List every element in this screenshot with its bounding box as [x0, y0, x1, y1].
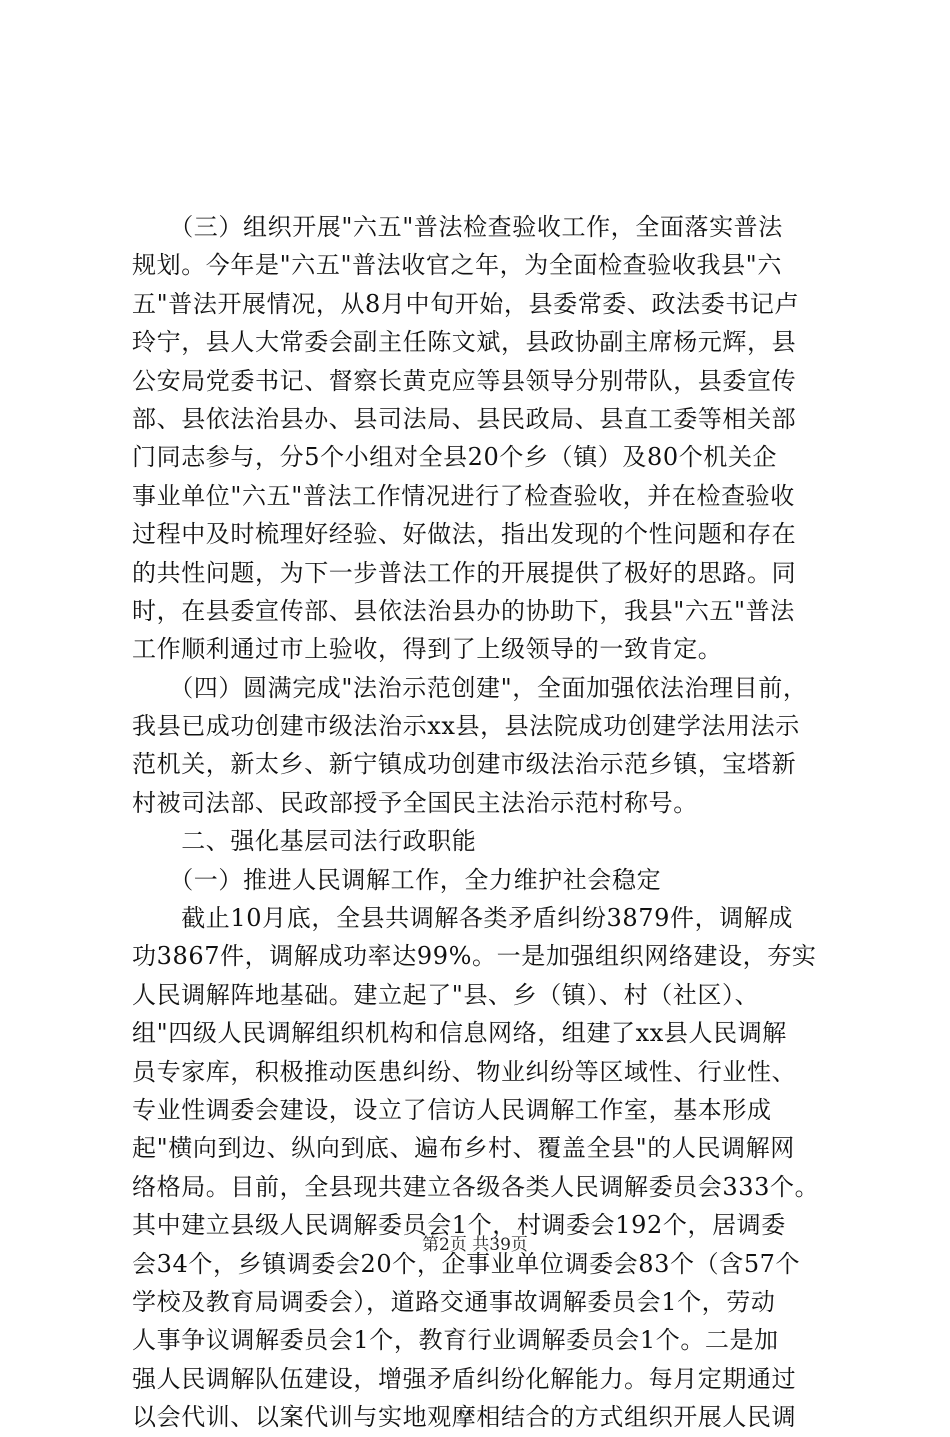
text-line: 起"横向到边、纵向到底、遍布乡村、覆盖全县"的人民调解网	[132, 1134, 795, 1163]
text-line: 截止10月底，全县共调解各类矛盾纠纷3879件，调解成	[132, 904, 794, 933]
text-line: 学校及教育局调委会），道路交通事故调解委员会1个，劳动	[132, 1287, 776, 1316]
text-line: 人民调解阵地基础。建立起了"县、乡（镇）、村（社区）、	[132, 980, 760, 1009]
text-line: 我县已成功创建市级法治示xx县，县法院成功创建学法用法示	[132, 712, 800, 741]
text-line: 强人民调解队伍建设，增强矛盾纠纷化解能力。每月定期通过	[132, 1364, 797, 1393]
text-line: 络格局。目前，全县现共建立各级各类人民调解委员会333个。	[132, 1172, 820, 1201]
text-line: 过程中及时梳理好经验、好做法，指出发现的个性问题和存在	[132, 520, 797, 549]
text-line: （一）推进人民调解工作，全力维护社会稳定	[132, 865, 662, 894]
text-line: 组"四级人民调解组织机构和信息网络，组建了xx县人民调解	[132, 1019, 787, 1048]
text-line: 公安局党委书记、督察长黄克应等县领导分别带队，县委宣传	[132, 366, 797, 395]
text-line: （四）圆满完成"法治示范创建"，全面加强依法治理目前，	[132, 673, 808, 702]
text-line: 会34个，乡镇调委会20个，企事业单位调委会83个（含57个	[132, 1249, 801, 1278]
text-line: 规划。今年是"六五"普法收官之年，为全面检查验收我县"六	[132, 251, 782, 280]
text-line: 五"普法开展情况，从8月中旬开始，县委常委、政法委书记卢	[132, 289, 800, 318]
text-line: 人事争议调解委员会1个，教育行业调解委员会1个。二是加	[132, 1326, 779, 1355]
text-line: 员专家库，积极推动医患纠纷、物业纠纷等区域性、行业性、	[132, 1057, 797, 1086]
text-line: 工作顺利通过市上验收，得到了上级领导的一致肯定。	[132, 635, 723, 664]
text-line: 门同志参与，分5个小组对全县20个乡（镇）及80个机关企	[132, 443, 778, 472]
text-line: 范机关，新太乡、新宁镇成功创建市级法治示范乡镇，宝塔新	[132, 750, 797, 779]
text-line: 功3867件，调解成功率达99%。一是加强组织网络建设，夯实	[132, 942, 817, 971]
text-line: 村被司法部、民政部授予全国民主法治示范村称号。	[132, 788, 698, 817]
text-line: 部、县依法治县办、县司法局、县民政局、县直工委等相关部	[132, 404, 797, 433]
text-line: 其中建立县级人民调解委员会1个，村调委会192个，居调委	[132, 1211, 786, 1240]
page-footer: 第2页 共39页	[422, 1235, 528, 1255]
text-line: （三）组织开展"六五"普法检查验收工作，全面落实普法	[132, 213, 783, 241]
text-line: 时，在县委宣传部、县依法治县办的协助下，我县"六五"普法	[132, 596, 795, 625]
text-line: 的共性问题，为下一步普法工作的开展提供了极好的思路。同	[132, 558, 797, 587]
text-line: 专业性调委会建设，设立了信访人民调解工作室，基本形成	[132, 1095, 772, 1124]
text-line: 以会代训、以案代训与实地观摩相结合的方式组织开展人民调	[132, 1403, 797, 1432]
text-line: 玲宁，县人大常委会副主任陈文斌，县政协副主席杨元辉，县	[132, 328, 797, 357]
text-line: 二、强化基层司法行政职能	[132, 827, 477, 856]
text-line: 事业单位"六五"普法工作情况进行了检查验收，并在检查验收	[132, 481, 795, 510]
